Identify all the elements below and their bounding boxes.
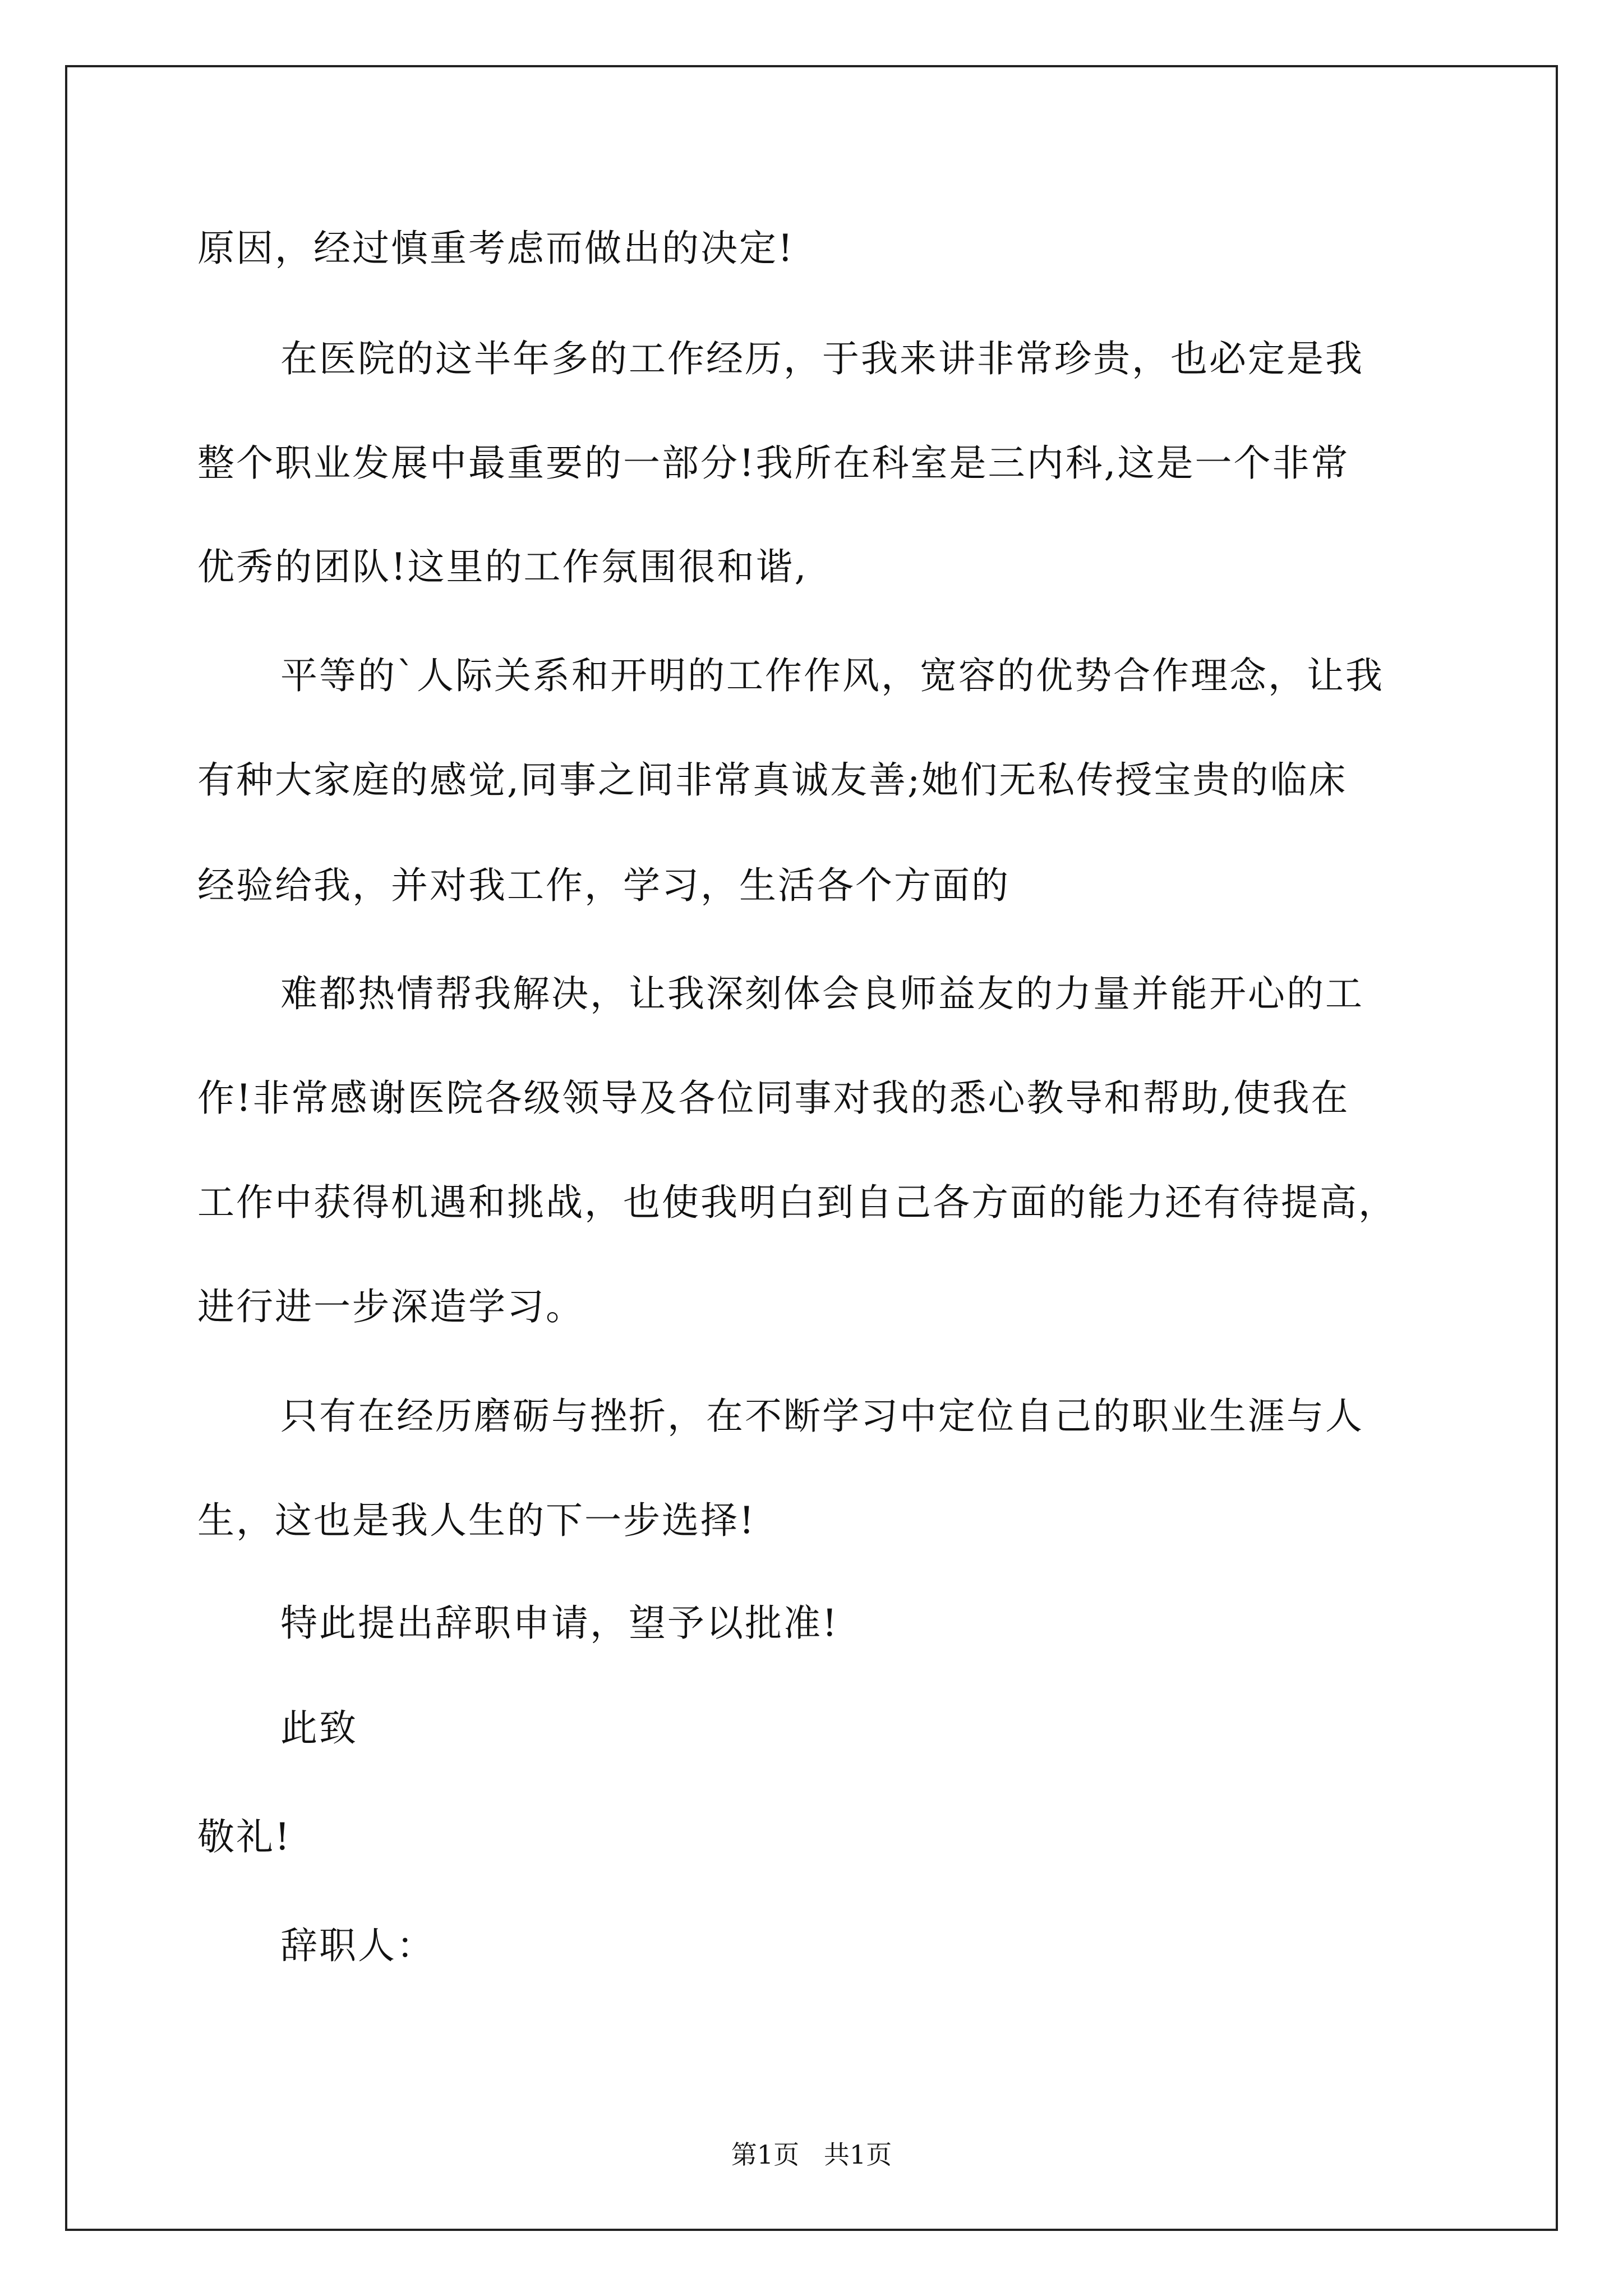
body-line-7: 经验给我，并对我工作，学习，生活各个方面的: [197, 864, 1010, 907]
body-line-5: 平等的`人际关系和开明的工作作风，宽容的优势合作理念，让我: [280, 654, 1384, 697]
body-line-11: 进行进一步深造学习。: [197, 1285, 584, 1328]
body-line-12: 只有在经历磨砺与挫折，在不断学习中定位自己的职业生涯与人: [280, 1395, 1364, 1438]
salutation-line: 此致: [280, 1706, 358, 1750]
request-line: 特此提出辞职申请，望予以批准!: [280, 1602, 839, 1645]
body-line-4: 优秀的团队!这里的工作氛围很和谐,: [197, 545, 808, 588]
body-line-6: 有种大家庭的感觉,同事之间非常真诚友善;她们无私传授宝贵的临床: [197, 758, 1348, 802]
page-number-footer: 第1页 共1页: [731, 2139, 892, 2170]
body-line-10: 工作中获得机遇和挑战，也使我明白到自己各方面的能力还有待提高，: [197, 1181, 1397, 1224]
body-line-2: 在医院的这半年多的工作经历，于我来讲非常珍贵，也必定是我: [280, 337, 1364, 380]
closing-line: 敬礼!: [197, 1815, 292, 1858]
body-line-3: 整个职业发展中最重要的一部分!我所在科室是三内科,这是一个非常: [197, 441, 1350, 485]
body-line-1: 原因，经过慎重考虑而做出的决定!: [197, 227, 795, 270]
page-border: [65, 65, 1558, 2231]
body-line-13: 生，这也是我人生的下一步选择!: [197, 1499, 756, 1542]
body-line-9: 作!非常感谢医院各级领导及各位同事对我的悉心教导和帮助,使我在: [197, 1076, 1350, 1120]
body-line-8: 难都热情帮我解决，让我深刻体会良师益友的力量并能开心的工: [280, 972, 1364, 1015]
signature-line: 辞职人：: [280, 1924, 435, 1967]
